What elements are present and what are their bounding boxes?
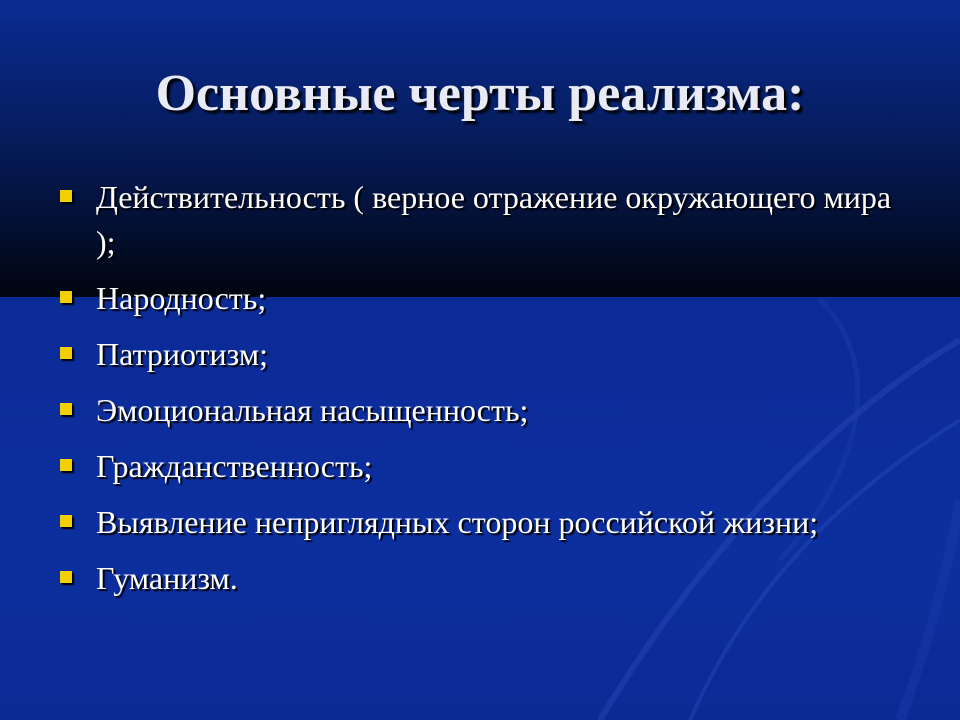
- list-item: [58, 276, 918, 321]
- square-bullet-icon: [60, 515, 72, 527]
- list-item: [58, 388, 918, 433]
- list-item: [58, 444, 918, 489]
- list-item: [58, 332, 918, 377]
- square-bullet-icon: [60, 403, 72, 415]
- list-item-text: Патриотизм;: [96, 336, 268, 372]
- list-item: [58, 175, 918, 265]
- list-item-text: Гуманизм.: [96, 560, 238, 596]
- square-bullet-icon: [60, 459, 72, 471]
- list-item-text: Действительность ( верное отражение окружающего мира );: [96, 179, 892, 260]
- list-item-text: Гражданственность;: [96, 448, 373, 484]
- list-item-text: Эмоциональная насыщенность;: [96, 392, 529, 428]
- list-item: [58, 556, 918, 601]
- square-bullet-icon: [60, 190, 72, 202]
- list-item: [58, 500, 918, 545]
- square-bullet-icon: [60, 571, 72, 583]
- square-bullet-icon: [60, 347, 72, 359]
- square-bullet-icon: [60, 291, 72, 303]
- list-item-text: Выявление неприглядных сторон российской жизни;: [96, 504, 819, 540]
- slide-title: Основные черты реализма:: [155, 65, 805, 122]
- bullet-list: [58, 175, 918, 612]
- list-item-text: Народность;: [96, 280, 267, 316]
